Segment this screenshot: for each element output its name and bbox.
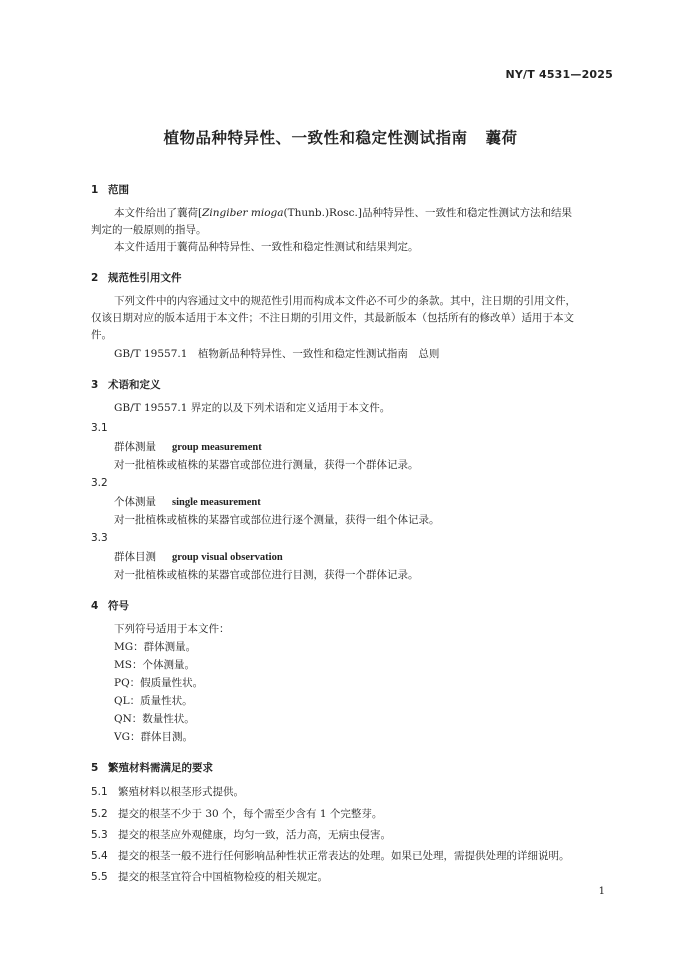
requirement-number: 5.4 <box>91 850 108 862</box>
section-2-para-line-3: 件。 <box>91 329 112 341</box>
section-number: 5 <box>91 762 99 774</box>
term-number: 3.1 <box>91 422 108 434</box>
requirement-item <box>91 848 570 863</box>
requirement-item <box>91 869 328 884</box>
section-title: 范围 <box>108 184 129 196</box>
term-chinese: 群体目测 <box>114 551 156 563</box>
term-definition: 对一批植株或植株的某器官或部位进行目测，获得一个群体记录。 <box>114 569 419 581</box>
section-5-heading <box>91 760 213 775</box>
term-english: group visual observation <box>172 552 283 563</box>
symbol-item: QL：质量性状。 <box>114 695 193 707</box>
text: 本文件给出了蘘荷[ <box>114 207 203 219</box>
section-number: 2 <box>91 272 99 284</box>
normative-reference: GB/T 19557.1 植物新品种特异性、一致性和稳定性测试指南 总则 <box>114 348 440 360</box>
standard-code: NY/T 4531—2025 <box>505 68 613 81</box>
requirement-text: 繁殖材料以根茎形式提供。 <box>118 786 244 798</box>
section-title: 符号 <box>108 600 129 612</box>
section-title: 规范性引用文件 <box>108 272 182 284</box>
text: (Thunb.)Rosc.]品种特异性、一致性和稳定性测试方法和结果 <box>283 207 572 219</box>
requirement-item <box>91 827 391 842</box>
symbol-item: PQ：假质量性状。 <box>114 677 204 689</box>
term-definition: 对一批植株或植株的某器官或部位进行逐个测量，获得一组个体记录。 <box>114 514 440 526</box>
symbol-item: VG：群体目测。 <box>114 731 193 743</box>
requirement-number: 5.1 <box>91 786 108 798</box>
requirement-text: 提交的根茎不少于 30 个，每个需至少含有 1 个完整芽。 <box>118 808 383 820</box>
term-chinese: 群体测量 <box>114 441 156 453</box>
term-number: 3.3 <box>91 532 108 544</box>
requirement-item <box>91 806 382 821</box>
requirement-text: 提交的根茎宜符合中国植物检疫的相关规定。 <box>118 871 328 883</box>
section-3-heading <box>91 377 161 392</box>
term-number: 3.2 <box>91 477 108 489</box>
symbol-item: MS：个体测量。 <box>114 659 195 671</box>
requirement-number: 5.5 <box>91 871 108 883</box>
symbol-item: QN：数量性状。 <box>114 713 195 725</box>
section-title: 繁殖材料需满足的要求 <box>108 762 213 774</box>
section-2-para-line-1: 下列文件中的内容通过文中的规范性引用而构成本文件必不可少的条款。其中，注日期的引用文件， <box>114 295 576 307</box>
requirement-item <box>91 784 244 799</box>
term-entry <box>114 439 262 456</box>
section-number: 1 <box>91 184 99 196</box>
term-chinese: 个体测量 <box>114 496 156 508</box>
section-2-heading <box>91 270 182 285</box>
term-entry <box>114 549 283 566</box>
symbols-intro: 下列符号适用于本文件： <box>114 623 230 635</box>
symbol-item: MG：群体测量。 <box>114 641 197 653</box>
document-title <box>0 126 681 148</box>
section-4-heading <box>91 598 129 613</box>
requirement-number: 5.2 <box>91 808 108 820</box>
requirement-text: 提交的根茎一般不进行任何影响品种性状正常表达的处理。如果已处理，需提供处理的详细说明。 <box>118 850 570 862</box>
requirement-number: 5.3 <box>91 829 108 841</box>
requirement-text: 提交的根茎应外观健康，均匀一致，活力高，无病虫侵害。 <box>118 829 391 841</box>
section-title: 术语和定义 <box>108 379 161 391</box>
term-english: single measurement <box>172 497 261 508</box>
title-main: 植物品种特异性、一致性和稳定性测试指南 <box>163 129 468 147</box>
page-number: 1 <box>598 886 605 897</box>
term-definition: 对一批植株或植株的某器官或部位进行测量，获得一个群体记录。 <box>114 459 419 471</box>
section-1-para-1-line-1 <box>114 205 572 221</box>
term-entry <box>114 494 261 511</box>
title-crop: 蘘荷 <box>485 129 518 147</box>
section-1-para-1-line-2: 判定的一般原则的指导。 <box>91 224 207 236</box>
section-number: 4 <box>91 600 99 612</box>
section-1-heading <box>91 182 129 197</box>
section-1-para-2: 本文件适用于蘘荷品种特异性、一致性和稳定性测试和结果判定。 <box>114 241 419 253</box>
section-number: 3 <box>91 379 99 391</box>
section-2-para-line-2: 仅该日期对应的版本适用于本文件；不注日期的引用文件，其最新版本（包括所有的修改单）适用于本文 <box>91 312 574 324</box>
term-english: group measurement <box>172 442 262 453</box>
section-3-intro: GB/T 19557.1 界定的以及下列术语和定义适用于本文件。 <box>114 402 391 414</box>
scientific-name: Zingiber mioga <box>202 207 284 219</box>
